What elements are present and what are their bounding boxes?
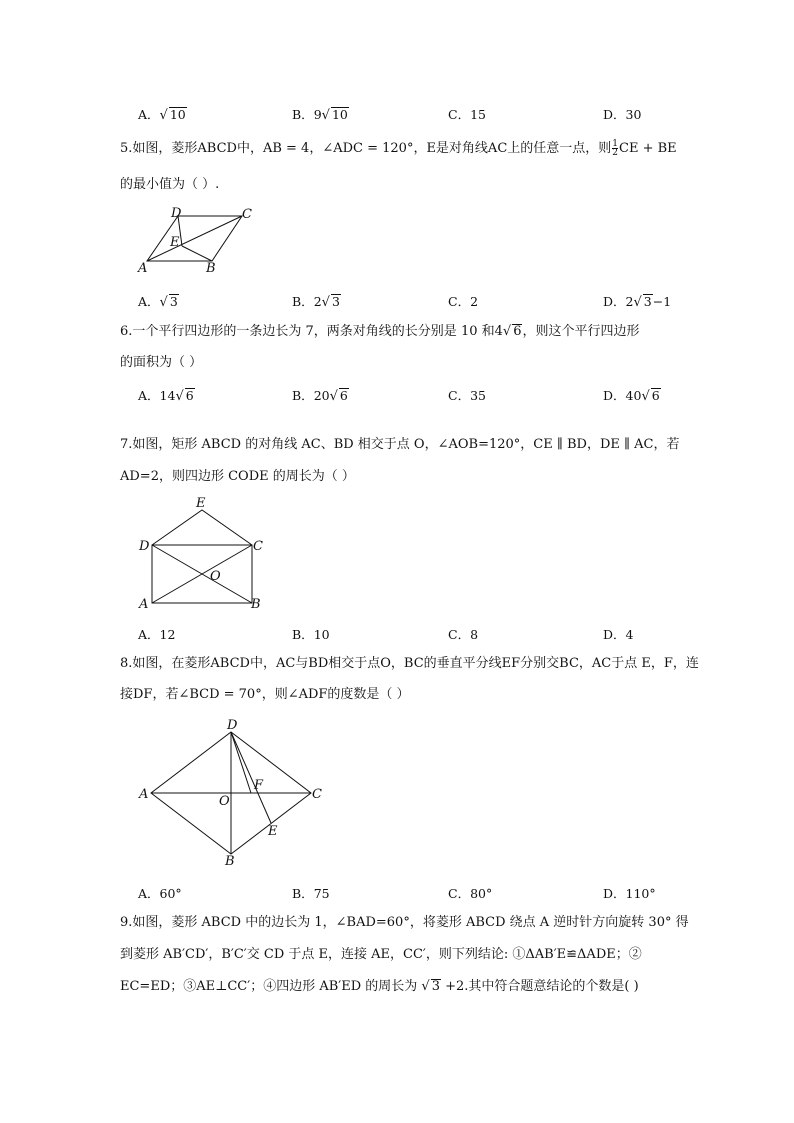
q8-option-b[interactable]: B．75 <box>292 886 330 901</box>
q6-option-b[interactable]: B．20√ 6 <box>292 388 348 404</box>
q7-stem-line1: 7.如图，矩形 ABCD 的对角线 AC、BD 相交于点 O，∠AOB=120°，CE ∥ BD，DE ∥ AC，若 <box>120 437 680 452</box>
q5-diagonal-ac <box>147 216 242 261</box>
q5-option-a[interactable]: A．√ 3 <box>138 294 178 310</box>
q7-segments-de-ec <box>152 510 252 545</box>
q6-option-d[interactable]: D．40√ 6 <box>603 388 660 404</box>
q8-label-a: A <box>139 787 149 802</box>
q7-label-e: E <box>196 496 206 511</box>
q9-stem-line3: EC=ED；③AE⊥CC′；④四边形 AB′ED 的周长为 √ 3 +2.其中符合题意结论的个数是( ) <box>120 979 639 994</box>
q4-option-a[interactable]: A．√ 10 <box>138 107 186 123</box>
q8-stem-line1: 8.如图，在菱形ABCD中，AC与BD相交于点O，BC的垂直平分线EF分别交BC，AC于点 E，F，连 <box>120 656 699 671</box>
q8-stem-line2: 接DF，若∠BCD = 70°，则∠ADF的度数是（ ） <box>120 687 410 702</box>
q6-option-a[interactable]: A．14√ 6 <box>138 388 194 404</box>
q8-option-a[interactable]: A．60° <box>138 886 182 901</box>
q7-label-c: C <box>253 539 263 554</box>
q7-option-d[interactable]: D．4 <box>603 627 634 642</box>
q8-label-d: D <box>227 718 238 733</box>
q6-option-c[interactable]: C．35 <box>448 388 486 403</box>
q8-option-d[interactable]: D．110° <box>603 886 656 901</box>
q7-label-a: A <box>139 597 149 612</box>
q5-option-d[interactable]: D．2√ 3−1 <box>603 294 672 310</box>
q5-option-c[interactable]: C．2 <box>448 294 479 309</box>
q8-label-f: F <box>254 778 264 793</box>
q8-rhombus-figure <box>135 712 335 872</box>
q8-label-o: O <box>219 794 230 809</box>
q5-label-d: D <box>171 206 182 221</box>
q9-stem-line2: 到菱形 AB′CD′，B′C′交 CD 于点 E，连接 AE，CC′，则下列结论: ①ΔAB′E≌ΔADE；② <box>120 947 642 962</box>
q4-option-c[interactable]: C．15 <box>448 107 486 122</box>
q7-stem-line2: AD=2，则四边形 CODE 的周长为（ ） <box>120 469 355 484</box>
q7-label-o: O <box>210 569 221 584</box>
q7-option-b[interactable]: B．10 <box>292 627 330 642</box>
q5-segment-eb <box>182 246 212 261</box>
q7-label-d: D <box>139 539 150 554</box>
q4-option-d[interactable]: D．30 <box>603 107 642 122</box>
q7-rectangle-figure <box>130 490 270 615</box>
q8-segment-df <box>231 732 251 793</box>
q5-label-e: E <box>170 235 180 250</box>
q7-option-a[interactable]: A．12 <box>138 627 176 642</box>
q5-label-c: C <box>242 207 252 222</box>
q9-stem-line1: 9.如图，菱形 ABCD 中的边长为 1，∠BAD=60°，将菱形 ABCD 绕点 A 逆时针方向旋转 30° 得 <box>120 915 689 930</box>
q6-stem-line2: 的面积为（ ） <box>120 355 203 370</box>
q5-fraction: $\frac{1}{2}$ <box>612 139 619 158</box>
q5-stem-line2: 的最小值为（ ）. <box>120 177 220 192</box>
q4-option-b[interactable]: B．9√ 10 <box>292 107 348 123</box>
q8-segment-ef <box>231 732 271 823</box>
q5-option-b[interactable]: B．2√ 3 <box>292 294 340 310</box>
q8-label-b: B <box>225 854 235 869</box>
q7-label-b: B <box>251 597 261 612</box>
q5-rhombus-figure <box>130 205 260 277</box>
q8-label-c: C <box>312 787 322 802</box>
q8-option-c[interactable]: C．80° <box>448 886 493 901</box>
q6-stem-line1: 6.一个平行四边形的一条边长为 7，两条对角线的长分别是 10 和4√ 6，则这个平行四边形 <box>120 324 640 339</box>
q5-stem-line1: 5.如图，菱形ABCD中，AB = 4，∠ADC = 120°，E是对角线AC上的任意一点，则 $\frac{1}{2}$ CE + BE <box>120 139 677 158</box>
q5-label-a: A <box>138 261 148 276</box>
q5-label-b: B <box>206 261 216 276</box>
q7-option-c[interactable]: C．8 <box>448 627 479 642</box>
q8-label-e: E <box>268 824 278 839</box>
